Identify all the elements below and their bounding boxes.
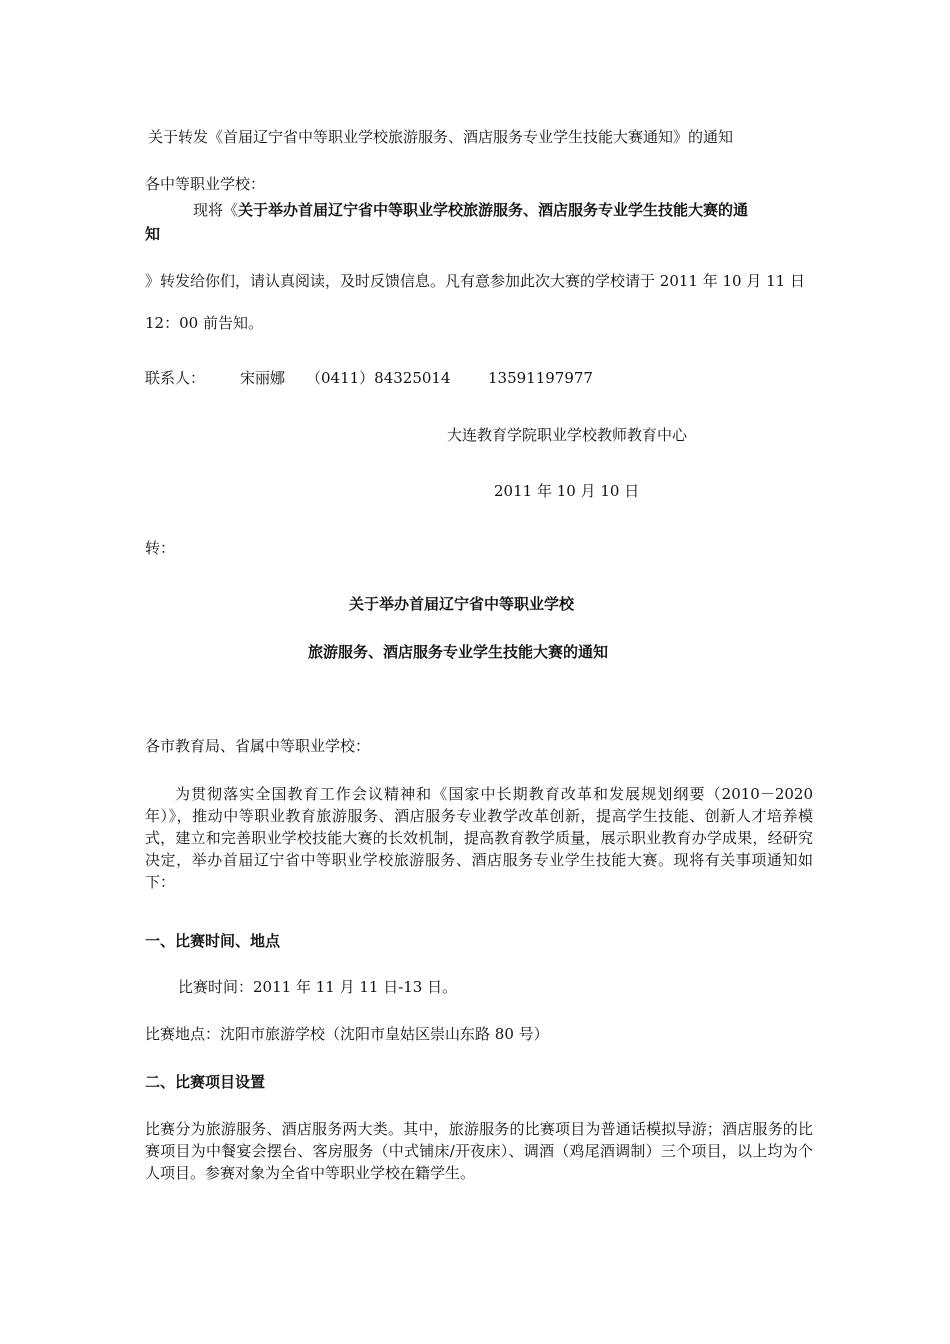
notice-salutation: 各市教育局、省属中等职业学校： bbox=[145, 737, 371, 755]
section-1-place: 比赛地点：沈阳市旅游学校（沈阳市皇姑区崇山东路 80 号） bbox=[145, 1025, 549, 1043]
forward-label: 转： bbox=[145, 539, 176, 557]
forward-salutation: 各中等职业学校： bbox=[145, 175, 266, 193]
contact-phone: （0411）84325014 bbox=[306, 369, 451, 387]
section-1-time: 比赛时间：2011 年 11 月 11 日-13 日。 bbox=[178, 978, 458, 996]
forward-line-1-bold: 关于举办首届辽宁省中等职业学校旅游服务、酒店服务专业学生技能大赛的通 bbox=[238, 201, 749, 219]
notice-intro-paragraph: 为贯彻落实全国教育工作会议精神和《国家中长期教育改革和发展规划纲要（2010－2020 年）》，推动中等职业教育旅游服务、酒店服务专业教学改革创新，提高学生技能、创新人才培养模式，建立和完善职业学校技能大赛的长效机制，提高教育教学质量，展示职业教育办学成果，经研究决定，举办首届辽宁省中等职业学校旅游服务、酒店服务专业学生技能大赛。现将有关事项通知如下： bbox=[145, 785, 813, 891]
section-1-heading: 一、比赛时间、地点 bbox=[145, 932, 281, 950]
forward-line-3: 》转发给你们，请认真阅读，及时反馈信息。凡有意参加此次大赛的学校请于 2011 年 10 月 11 日 bbox=[145, 272, 805, 290]
contact-mobile: 13591197977 bbox=[488, 369, 593, 387]
issuer-name: 大连教育学院职业学校教师教育中心 bbox=[447, 426, 688, 444]
forward-line-1-prefix: 现将《 bbox=[193, 201, 239, 219]
notice-title-line-2: 旅游服务、酒店服务专业学生技能大赛的通知 bbox=[308, 643, 609, 661]
notice-title-line-1: 关于举办首届辽宁省中等职业学校 bbox=[349, 595, 575, 613]
section-2-heading: 二、比赛项目设置 bbox=[145, 1073, 266, 1091]
forward-line-2: 知 bbox=[145, 225, 161, 243]
forward-line-1 bbox=[193, 200, 748, 221]
section-2-paragraph: 比赛分为旅游服务、酒店服务两大类。其中，旅游服务的比赛项目为普通话模拟导游；酒店服务的比赛项目为中餐宴会摆台、客房服务（中式铺床/开夜床）、调酒（鸡尾酒调制）三个项目，以上均为个人项目。参赛对象为全省中等职业学校在籍学生。 bbox=[145, 1120, 813, 1182]
contact-name: 宋丽娜 bbox=[240, 369, 286, 387]
document-title: 关于转发《首届辽宁省中等职业学校旅游服务、酒店服务专业学生技能大赛通知》的通知 bbox=[148, 128, 734, 146]
issue-date: 2011 年 10 月 10 日 bbox=[494, 482, 640, 500]
forward-line-4: 12：00 前告知。 bbox=[145, 314, 263, 332]
contact-label: 联系人： bbox=[145, 369, 206, 387]
